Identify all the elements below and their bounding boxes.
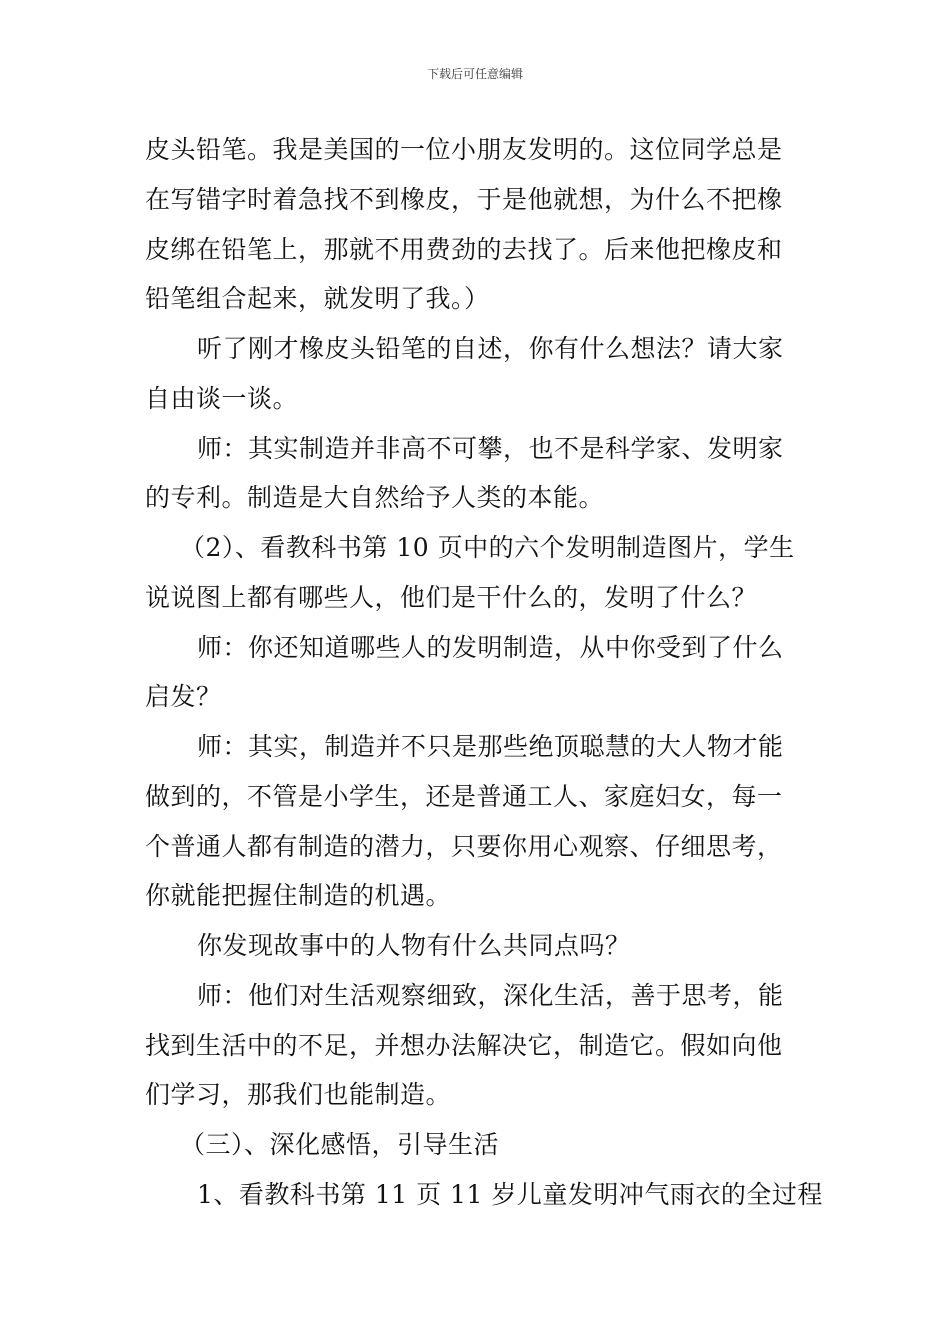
page-header: 下载后可任意编辑 — [426, 67, 523, 81]
text-line: 做到的，不管是小学生，还是普通工人、家庭妇女，每一 — [145, 782, 783, 811]
text-line: 听了刚才橡皮头铅笔的自述，你有什么想法？请大家 — [197, 334, 784, 363]
text-line: 找到生活中的不足，并想办法解决它，制造它。假如向他 — [145, 1031, 783, 1060]
text-line: 个普通人都有制造的潜力，只要你用心观察、仔细思考， — [145, 832, 783, 861]
text-line: 在写错字时着急找不到橡皮，于是他就想，为什么不把橡 — [145, 185, 783, 214]
text-line: 启发？ — [145, 682, 222, 711]
text-line: 师：他们对生活观察细致，深化生活，善于思考，能 — [197, 981, 784, 1010]
text-line: 们学习，那我们也能制造。 — [145, 1080, 452, 1109]
text-line: 的专利。制造是大自然给予人类的本能。 — [145, 483, 605, 512]
text-line: 皮绑在铅笔上，那就不用费劲的去找了。后来他把橡皮和 — [145, 235, 783, 264]
text-line: 你发现故事中的人物有什么共同点吗？ — [197, 931, 631, 960]
text-line: 1、看教科书第 11 页 11 岁儿童发明冲气雨衣的全过程 — [197, 1180, 823, 1209]
text-line: 说说图上都有哪些人，他们是干什么的，发明了什么？ — [145, 583, 758, 612]
text-line: 铅笔组合起来，就发明了我。） — [145, 284, 490, 313]
text-line: 自由谈一谈。 — [145, 384, 299, 413]
text-line: 你就能把握住制造的机遇。 — [145, 881, 452, 910]
text-line: 师：其实制造并非高不可攀，也不是科学家、发明家 — [197, 434, 784, 463]
text-line: 师：其实，制造并不只是那些绝顶聪慧的大人物才能 — [197, 732, 784, 761]
section-heading: （三）、深化感悟，引导生活 — [180, 1130, 500, 1159]
text-line: 师：你还知道哪些人的发明制造，从中你受到了什么 — [197, 633, 784, 662]
text-line: 皮头铅笔。我是美国的一位小朋友发明的。这位同学总是 — [145, 135, 783, 164]
text-line: （2）、看教科书第 10 页中的六个发明制造图片，学生 — [180, 533, 795, 562]
